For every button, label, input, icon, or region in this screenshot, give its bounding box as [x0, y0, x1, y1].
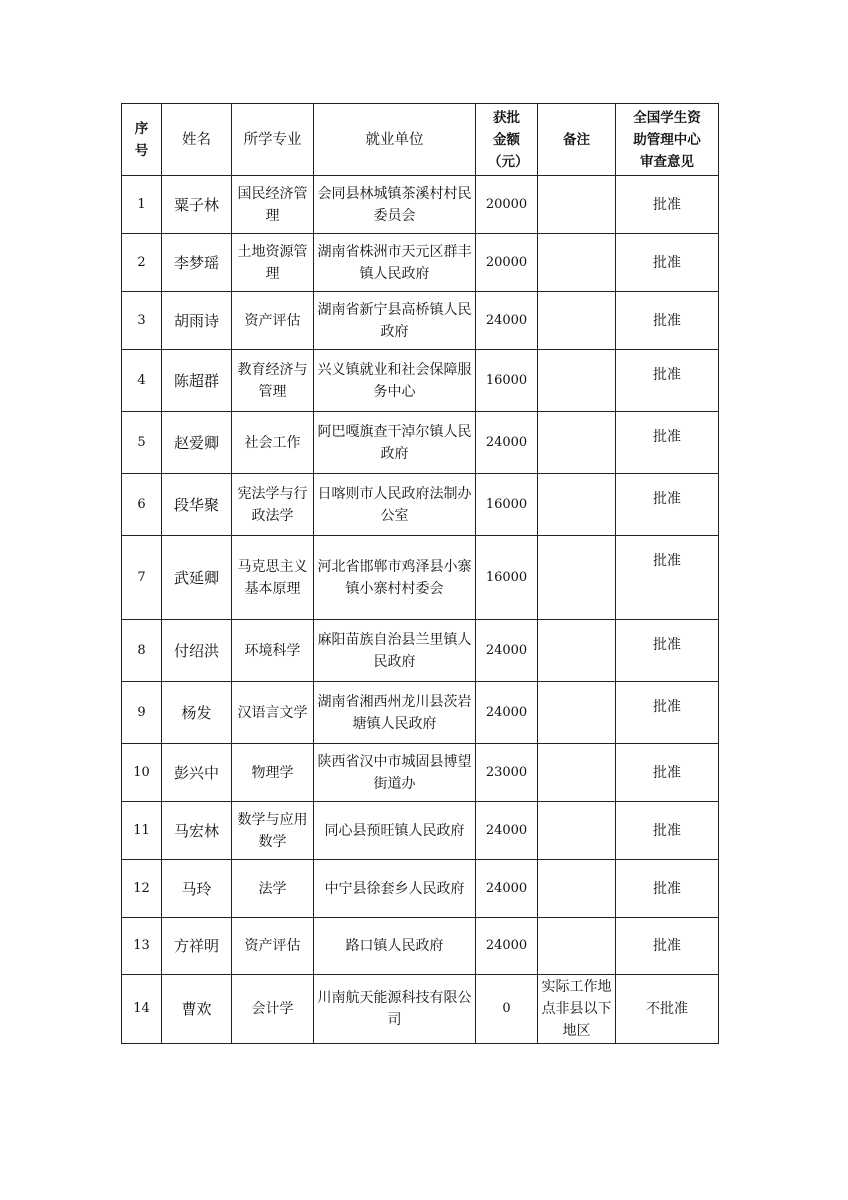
approval-table: [121, 103, 719, 1044]
table-row: [122, 918, 719, 975]
cell-major: 法学: [232, 860, 314, 918]
cell-amount: 24000: [476, 292, 538, 350]
cell-major: 宪法学与行政法学: [232, 474, 314, 536]
cell-note: [538, 176, 616, 234]
cell-opinion: 批准: [616, 292, 719, 350]
cell-unit: 麻阳苗族自治县兰里镇人民政府: [314, 620, 476, 682]
cell-note: [538, 536, 616, 620]
cell-unit: 日喀则市人民政府法制办公室: [314, 474, 476, 536]
cell-amount: 24000: [476, 620, 538, 682]
cell-major: 土地资源管理: [232, 234, 314, 292]
cell-seq: 5: [122, 412, 162, 474]
cell-name: 曹欢: [162, 975, 232, 1044]
cell-major: 资产评估: [232, 918, 314, 975]
cell-opinion: 批准: [616, 620, 719, 682]
cell-opinion: 批准: [616, 918, 719, 975]
header-opinion: 全国学生资助管理中心审查意见: [616, 104, 719, 176]
cell-note: [538, 860, 616, 918]
cell-opinion: 批准: [616, 234, 719, 292]
cell-unit: 路口镇人民政府: [314, 918, 476, 975]
cell-amount: 16000: [476, 474, 538, 536]
table-row: [122, 860, 719, 918]
cell-note: [538, 620, 616, 682]
cell-seq: 1: [122, 176, 162, 234]
cell-amount: 24000: [476, 918, 538, 975]
cell-note: [538, 744, 616, 802]
cell-opinion: 不批准: [616, 975, 719, 1044]
cell-seq: 6: [122, 474, 162, 536]
cell-amount: 24000: [476, 802, 538, 860]
cell-amount: 24000: [476, 412, 538, 474]
cell-seq: 13: [122, 918, 162, 975]
cell-amount: 16000: [476, 350, 538, 412]
cell-amount: 24000: [476, 860, 538, 918]
cell-seq: 7: [122, 536, 162, 620]
cell-major: 国民经济管理: [232, 176, 314, 234]
cell-amount: 24000: [476, 682, 538, 744]
cell-unit: 川南航天能源科技有限公司: [314, 975, 476, 1044]
cell-amount: 20000: [476, 176, 538, 234]
cell-unit: 会同县林城镇茶溪村村民委员会: [314, 176, 476, 234]
cell-major: 数学与应用数学: [232, 802, 314, 860]
cell-major: 资产评估: [232, 292, 314, 350]
table-row: [122, 350, 719, 412]
cell-opinion: 批准: [616, 474, 719, 536]
cell-unit: 同心县预旺镇人民政府: [314, 802, 476, 860]
cell-name: 杨发: [162, 682, 232, 744]
cell-note: [538, 350, 616, 412]
cell-note: [538, 412, 616, 474]
cell-unit: 湖南省湘西州龙川县茨岩塘镇人民政府: [314, 682, 476, 744]
header-amount: 获批金额（元）: [476, 104, 538, 176]
cell-unit: 陕西省汉中市城固县博望街道办: [314, 744, 476, 802]
cell-seq: 3: [122, 292, 162, 350]
table-row: [122, 620, 719, 682]
cell-note: [538, 918, 616, 975]
cell-major: 教育经济与管理: [232, 350, 314, 412]
cell-seq: 4: [122, 350, 162, 412]
table-row: [122, 802, 719, 860]
cell-note: [538, 292, 616, 350]
cell-seq: 14: [122, 975, 162, 1044]
cell-opinion: 批准: [616, 176, 719, 234]
cell-name: 武延卿: [162, 536, 232, 620]
cell-major: 汉语言文学: [232, 682, 314, 744]
cell-name: 李梦瑶: [162, 234, 232, 292]
cell-unit: 湖南省株洲市天元区群丰镇人民政府: [314, 234, 476, 292]
cell-note: [538, 474, 616, 536]
cell-amount: 23000: [476, 744, 538, 802]
cell-name: 粟子林: [162, 176, 232, 234]
header-major: 所学专业: [232, 104, 314, 176]
cell-opinion: 批准: [616, 682, 719, 744]
cell-unit: 兴义镇就业和社会保障服务中心: [314, 350, 476, 412]
table-row: [122, 412, 719, 474]
cell-opinion: 批准: [616, 744, 719, 802]
table-row: [122, 682, 719, 744]
table-row: [122, 744, 719, 802]
cell-amount: 16000: [476, 536, 538, 620]
cell-unit: 阿巴嘎旗查干淖尔镇人民政府: [314, 412, 476, 474]
cell-note: [538, 682, 616, 744]
table-row: [122, 536, 719, 620]
header-unit: 就业单位: [314, 104, 476, 176]
table-row: [122, 474, 719, 536]
table-row: [122, 176, 719, 234]
cell-name: 马宏林: [162, 802, 232, 860]
cell-seq: 2: [122, 234, 162, 292]
cell-amount: 0: [476, 975, 538, 1044]
header-name: 姓名: [162, 104, 232, 176]
cell-name: 胡雨诗: [162, 292, 232, 350]
cell-seq: 9: [122, 682, 162, 744]
header-note: 备注: [538, 104, 616, 176]
cell-opinion: 批准: [616, 536, 719, 620]
table-row: [122, 975, 719, 1044]
cell-major: 马克思主义基本原理: [232, 536, 314, 620]
cell-unit: 中宁县徐套乡人民政府: [314, 860, 476, 918]
cell-amount: 20000: [476, 234, 538, 292]
cell-seq: 11: [122, 802, 162, 860]
table-header-row: [122, 104, 719, 176]
cell-opinion: 批准: [616, 350, 719, 412]
cell-note: [538, 234, 616, 292]
cell-name: 陈超群: [162, 350, 232, 412]
cell-seq: 12: [122, 860, 162, 918]
cell-unit: 湖南省新宁县高桥镇人民政府: [314, 292, 476, 350]
cell-major: 社会工作: [232, 412, 314, 474]
cell-major: 环境科学: [232, 620, 314, 682]
cell-major: 物理学: [232, 744, 314, 802]
cell-seq: 10: [122, 744, 162, 802]
cell-opinion: 批准: [616, 860, 719, 918]
table-row: [122, 234, 719, 292]
cell-opinion: 批准: [616, 802, 719, 860]
cell-note: 实际工作地点非县以下地区: [538, 975, 616, 1044]
cell-name: 方祥明: [162, 918, 232, 975]
cell-opinion: 批准: [616, 412, 719, 474]
header-seq: 序号: [122, 104, 162, 176]
cell-name: 马玲: [162, 860, 232, 918]
table-row: [122, 292, 719, 350]
cell-major: 会计学: [232, 975, 314, 1044]
cell-name: 彭兴中: [162, 744, 232, 802]
cell-name: 段华聚: [162, 474, 232, 536]
cell-name: 赵爱卿: [162, 412, 232, 474]
cell-name: 付绍洪: [162, 620, 232, 682]
cell-note: [538, 802, 616, 860]
cell-seq: 8: [122, 620, 162, 682]
cell-unit: 河北省邯郸市鸡泽县小寨镇小寨村村委会: [314, 536, 476, 620]
